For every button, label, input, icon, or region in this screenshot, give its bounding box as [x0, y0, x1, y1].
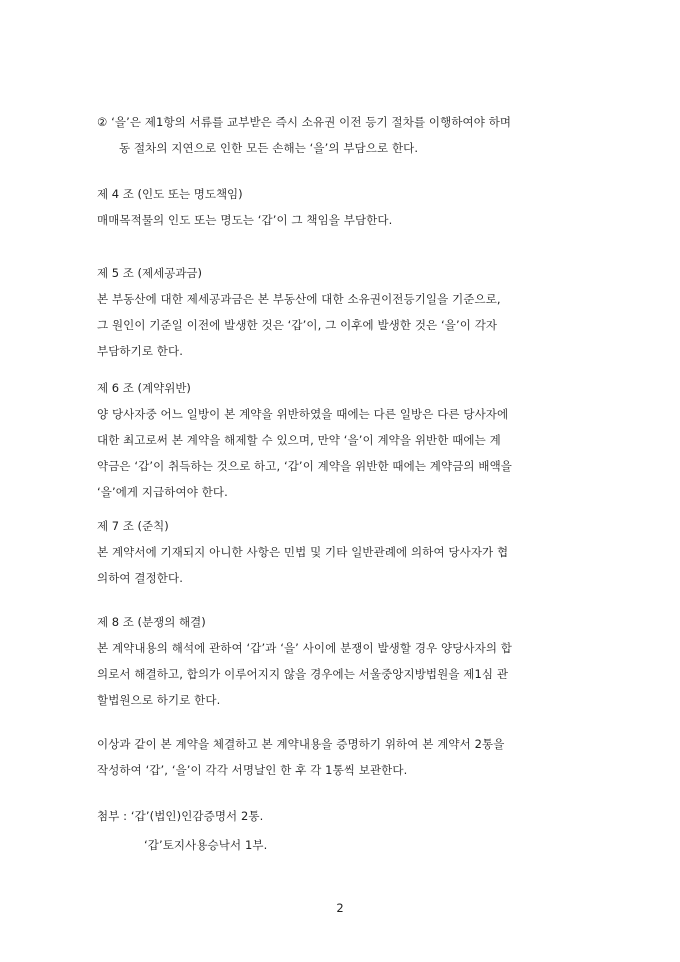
article-6-line-1: 양 당사자중 어느 일방이 본 계약을 위반하였을 때에는 다른 일방은 다른 당사자에: [97, 407, 509, 421]
closing-paragraph: [97, 731, 584, 783]
article-4-line-1: 매매목적물의 인도 또는 명도는 ‘갑’이 그 책임을 부담한다.: [97, 213, 393, 227]
article-8-line-1: 본 계약내용의 해석에 관하여 ‘갑’과 ‘을’ 사이에 분쟁이 발생할 경우 양당사자의 합: [97, 641, 513, 655]
article-7-heading: 제 7 조 (준칙): [97, 519, 169, 533]
article-4-section: [97, 183, 584, 233]
closing-line-2: 작성하여 ‘갑’, ‘을’이 각각 서명날인 한 후 각 1통씩 보관한다.: [97, 763, 408, 777]
clause-2-paragraph: [97, 109, 584, 161]
article-8-heading: 제 8 조 (분쟁의 해결): [97, 615, 206, 629]
page-number: 2: [336, 901, 344, 915]
article-6-line-3: 약금은 ‘갑’이 취득하는 것으로 하고, ‘갑’이 계약을 위반한 때에는 계약금의 배액을: [97, 459, 513, 473]
clause-2-line-1: ② ‘을’은 제1항의 서류를 교부받은 즉시 소유권 이전 등기 절차를 이행하여야 하며: [97, 115, 512, 129]
article-7-line-2: 의하여 결정한다.: [97, 571, 183, 585]
clause-2-line-2: 동 절차의 지연으로 인한 모든 손해는 ‘을’의 부담으로 한다.: [119, 141, 419, 155]
closing-line-1: 이상과 같이 본 계약을 체결하고 본 계약내용을 증명하기 위하여 본 계약서 2통을: [97, 737, 505, 751]
attachments-section: [97, 803, 584, 858]
article-7-section: [97, 515, 584, 591]
article-7-line-1: 본 계약서에 기재되지 아니한 사항은 민법 및 기타 일반관례에 의하여 당사자가 협: [97, 545, 509, 559]
article-5-line-1: 본 부동산에 대한 제세공과금은 본 부동산에 대한 소유권이전등기일을 기준으로,: [97, 292, 501, 306]
article-6-line-4: ‘을’에게 지급하여야 한다.: [97, 485, 228, 499]
article-8-line-3: 할법원으로 하기로 한다.: [97, 693, 221, 707]
article-4-heading: 제 4 조 (인도 또는 명도책임): [97, 187, 243, 201]
article-5-section: [97, 262, 584, 364]
article-8-section: [97, 611, 584, 713]
article-5-heading: 제 5 조 (제세공과금): [97, 266, 203, 280]
article-5-line-2: 그 원인이 기준일 이전에 발생한 것은 ‘갑’이, 그 이후에 발생한 것은 ‘을’이 각자: [97, 318, 498, 332]
article-8-line-2: 의로서 해결하고, 합의가 이루어지지 않을 경우에는 서울중앙지방법원을 제1심 관: [97, 667, 509, 681]
article-5-line-3: 부담하기로 한다.: [97, 344, 183, 358]
attachment-line-2: ‘갑’토지사용승낙서 1부.: [144, 838, 268, 852]
attachment-line-1: 첨부 : ‘갑’(법인)인감증명서 2통.: [97, 809, 264, 823]
article-6-heading: 제 6 조 (계약위반): [97, 381, 191, 395]
article-6-section: [97, 377, 584, 505]
article-6-line-2: 대한 최고로써 본 계약을 해제할 수 있으며, 만약 ‘을’이 계약을 위반한 때에는 계: [97, 433, 501, 447]
